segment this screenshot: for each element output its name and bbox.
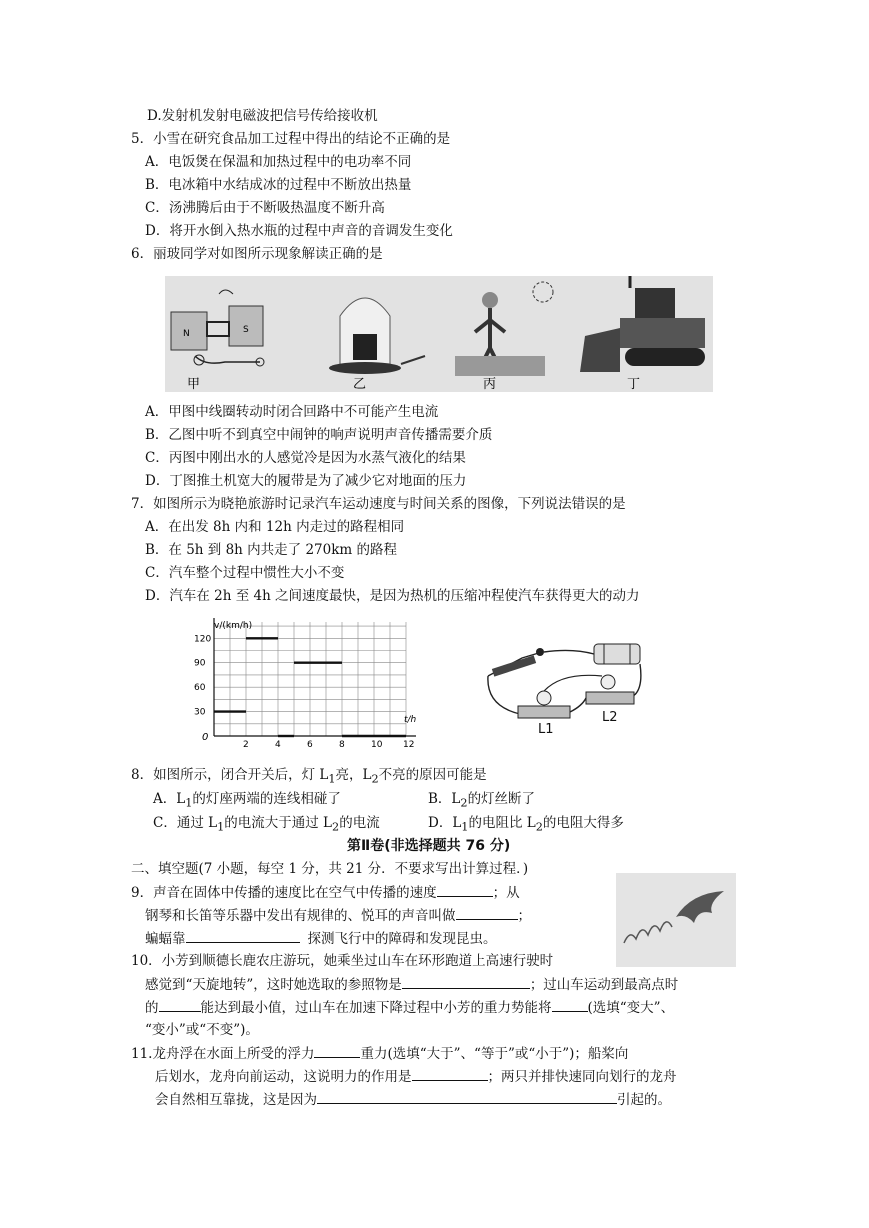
q8-option-d <box>428 813 624 838</box>
y-tick-label: 30 <box>194 707 206 718</box>
x-tick-label: 6 <box>307 740 313 748</box>
bat-figure <box>616 873 736 967</box>
q10-blank1[interactable] <box>402 974 530 989</box>
q7-option-d: D．汽车在 2h 至 4h 之间速度最快，是因为热机的压缩冲程使汽车获得更大的动力 <box>145 588 640 604</box>
q9-blank2[interactable] <box>456 905 518 920</box>
q11-blank2[interactable] <box>412 1066 488 1081</box>
q11-text1a: 11.龙舟浮在水面上所受的浮力 <box>131 1046 315 1062</box>
y-tick-label: 120 <box>194 634 212 645</box>
q8-c-part2: 的电流大于通过 L <box>224 815 333 831</box>
q10-text3b: 能达到最小值，过山车在加速下降过程中小芳的重力势能将 <box>200 1000 552 1016</box>
q8-stem-part2: 亮，L <box>335 767 372 783</box>
q7-option-a: A．在出发 8h 内和 12h 内走过的路程相同 <box>145 519 405 535</box>
bat-icon <box>676 891 724 923</box>
vt-tick-labels <box>194 634 414 748</box>
lamp-holder-l2 <box>586 692 634 704</box>
q11-blank1[interactable] <box>314 1043 360 1058</box>
q9-blank3[interactable] <box>186 928 300 943</box>
q11-text3b: 引起的。 <box>617 1092 671 1108</box>
l2-label: L2 <box>602 710 618 725</box>
q8-option-c <box>153 813 380 838</box>
q8-c-part1: C．通过 L <box>153 815 218 831</box>
q8-a-sub: 1 <box>185 796 193 810</box>
fig-ding-bulldozer <box>580 276 705 372</box>
q4-option-d: D.发射机发射电磁波把信号传给接收机 <box>147 108 378 124</box>
fig-label-bing: 丙 <box>483 377 497 392</box>
q8-c-part3: 的电流 <box>339 815 380 831</box>
q5-option-b: B．电冰箱中水结成冰的过程中不断放出热量 <box>145 177 412 193</box>
q8-d-part2: 的电阻比 L <box>468 815 536 831</box>
vt-chart <box>192 618 424 748</box>
vt-origin-label: 0 <box>202 732 209 743</box>
q6-figure-illustrations <box>165 276 713 392</box>
q8-b-sub: 2 <box>460 796 468 810</box>
q8-option-b <box>428 789 535 814</box>
q7-stem: 7．如图所示为晓艳旅游时记录汽车运动速度与时间关系的图像，下列说法错误的是 <box>131 496 626 512</box>
y-tick-label: 60 <box>194 683 206 694</box>
bulb-l1-icon <box>537 691 551 705</box>
q10-blank2[interactable] <box>159 997 201 1012</box>
q11-line1 <box>131 1043 628 1064</box>
magnet-s-label: S <box>243 325 249 335</box>
x-tick-label: 2 <box>243 740 249 748</box>
q5-option-a: A．电饭煲在保温和加热过程中的电功率不同 <box>145 154 412 170</box>
q8-b-part2: 的灯丝断了 <box>467 791 536 807</box>
q11-line2 <box>155 1066 677 1087</box>
fig-yi-bell-jar <box>329 298 425 374</box>
q5-stem: 5．小雪在研究食品加工过程中得出的结论不正确的是 <box>131 131 451 147</box>
fig-label-ding: 丁 <box>627 377 641 392</box>
bulb-l2-icon <box>601 675 615 689</box>
q10-line1: 10．小芳到顺德长鹿农庄游玩，她乘坐过山车在环形跑道上高速行驶时 <box>131 953 554 969</box>
q8-d-part3: 的电阻大得多 <box>542 815 624 831</box>
vt-axes <box>214 618 416 736</box>
q6-option-d: D．丁图推土机宽大的履带是为了减少它对地面的压力 <box>145 473 467 489</box>
q6-stem: 6．丽玻同学对如图所示现象解读正确的是 <box>131 246 383 262</box>
q6-option-c: C．丙图中刚出水的人感觉冷是因为水蒸气液化的结果 <box>145 450 466 466</box>
q6-figure-strip <box>165 276 713 392</box>
q8-sub-2: 2 <box>371 772 379 786</box>
q8-sub-1: 1 <box>328 772 336 786</box>
q8-a-part1: A．L <box>153 791 186 807</box>
q9-blank1[interactable] <box>437 882 493 897</box>
q9-text3a: 蝙蝠靠 <box>145 931 186 947</box>
q9-text3b: 探测飞行中的障碍和发现昆虫。 <box>307 931 497 947</box>
q11-text2a: 后划水，龙舟向前运动，这说明力的作用是 <box>155 1069 412 1085</box>
q9-line2 <box>145 905 531 926</box>
q7-option-c: C．汽车整个过程中惯性大小不变 <box>145 565 345 581</box>
x-tick-label: 12 <box>403 740 415 748</box>
q5-option-c: C．汤沸腾后由于不断吸热温度不断升高 <box>145 200 385 216</box>
q5-option-d: D．将开水倒入热水瓶的过程中声音的音调发生变化 <box>145 223 453 239</box>
sound-wave-icon <box>624 922 672 943</box>
circuit-figure <box>482 636 644 740</box>
q10-line2 <box>145 974 678 995</box>
vt-chart-svg <box>192 618 424 748</box>
q8-d-sub2: 2 <box>535 820 543 834</box>
part2-title: 第Ⅱ卷(非选择题共 76 分) <box>347 838 511 854</box>
q10-text3a: 的 <box>145 1000 159 1016</box>
q10-text3c: (选填“变大”、 <box>587 1000 675 1016</box>
q9-line3 <box>145 928 497 949</box>
q8-c-sub2: 2 <box>332 820 340 834</box>
q11-text2b: ；两只并排快速同向划行的龙舟 <box>487 1069 677 1085</box>
q9-text2: 钢琴和长笛等乐器中发出有规律的、悦耳的声音叫做 <box>145 908 456 924</box>
fig-label-yi: 乙 <box>353 377 367 392</box>
x-tick-label: 10 <box>371 740 383 748</box>
q10-line4: “变小”或“不变”)。 <box>145 1022 259 1038</box>
q11-line3 <box>155 1089 671 1110</box>
x-tick-label: 8 <box>339 740 345 748</box>
q10-text2a: 感觉到“天旋地转”，这时她选取的参照物是 <box>145 977 402 993</box>
q9-text1: 9．声音在固体中传播的速度比在空气中传播的速度 <box>131 885 437 901</box>
bat-svg <box>616 873 736 967</box>
x-tick-label: 4 <box>275 740 281 748</box>
q8-stem <box>131 765 487 790</box>
q10-line3 <box>145 997 674 1018</box>
fig-label-jia: 甲 <box>187 377 201 392</box>
q6-option-b: B．乙图中听不到真空中闹钟的响声说明声音传播需要介质 <box>145 427 493 443</box>
q11-text1b: 重力(选填“大于”、“等于”或“小于”)；船桨向 <box>360 1046 629 1062</box>
vt-grid <box>214 622 406 736</box>
q8-d-part1: D．L <box>428 815 462 831</box>
q8-c-sub1: 1 <box>217 820 225 834</box>
lamp-holder-l1 <box>518 706 570 718</box>
q11-text3a: 会自然相互靠拢，这是因为 <box>155 1092 317 1108</box>
fig-jia-generator <box>171 290 264 366</box>
magnet-n-label: N <box>183 329 190 339</box>
q6-option-a: A．甲图中线圈转动时闭合回路中不可能产生电流 <box>145 404 439 420</box>
q10-blank3[interactable] <box>552 997 588 1012</box>
circuit-svg <box>482 636 644 740</box>
vt-x-axis-label: t/h <box>404 715 417 725</box>
q9-text2-end: ； <box>517 908 531 924</box>
q11-blank3[interactable] <box>317 1089 617 1104</box>
q8-a-part2: 的灯座两端的连线相碰了 <box>192 791 341 807</box>
q8-option-a <box>153 789 341 814</box>
q9-text1-end: ；从 <box>492 885 520 901</box>
q8-b-part1: B．L <box>428 791 461 807</box>
fill-section-heading: 二、填空题(7 小题，每空 1 分，共 21 分．不要求写出计算过程．) <box>131 861 529 877</box>
switch-icon <box>492 655 536 676</box>
q8-d-sub1: 1 <box>461 820 469 834</box>
q8-stem-part1: 8．如图所示，闭合开关后，灯 L <box>131 767 329 783</box>
battery-icon <box>594 644 640 664</box>
vt-y-axis-label: v/(km/h) <box>214 621 253 631</box>
l1-label: L1 <box>538 722 554 737</box>
q10-text2b: ；过山车运动到最高点时 <box>529 977 679 993</box>
y-tick-label: 90 <box>194 658 206 669</box>
fig-bing-swimmer <box>455 282 553 376</box>
q7-option-b: B．在 5h 到 8h 内共走了 270km 的路程 <box>145 542 397 558</box>
q8-stem-part3: 不亮的原因可能是 <box>378 767 487 783</box>
q9-line1 <box>131 882 520 903</box>
